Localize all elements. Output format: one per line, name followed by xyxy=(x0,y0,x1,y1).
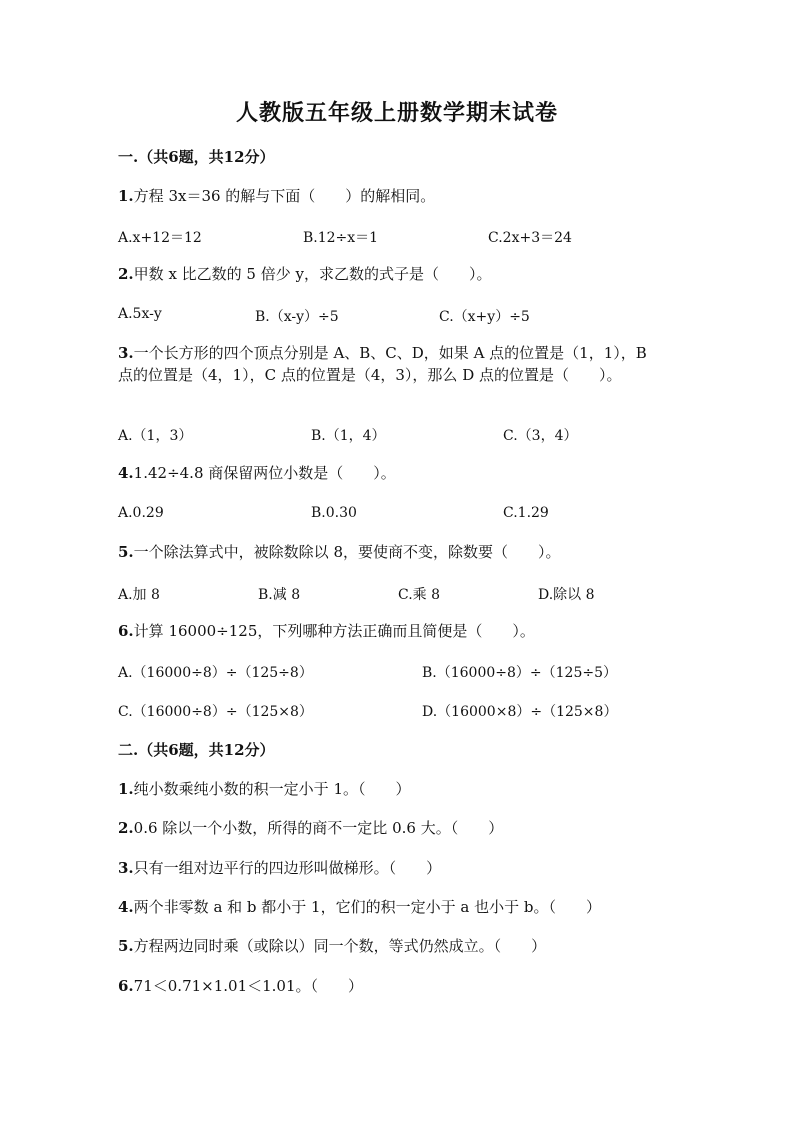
question-number: 4. xyxy=(118,464,134,482)
s2-question-2 xyxy=(118,817,503,839)
question-text: 计算 16000÷125，下列哪种方法正确而且简便是（ ）。 xyxy=(133,622,535,640)
question-number: 2. xyxy=(118,265,134,283)
question-text: 两个非零数 a 和 b 都小于 1，它们的积一定小于 a 也小于 b。（ ） xyxy=(133,898,601,916)
question-text: 1.42÷4.8 商保留两位小数是（ ）。 xyxy=(133,464,396,482)
s1-q4-option-b: B.0.30 xyxy=(311,505,357,521)
question-text: 方程 3x＝36 的解与下面（ ）的解相同。 xyxy=(133,187,436,205)
question-text: 甲数 x 比乙数的 5 倍少 y，求乙数的式子是（ ）。 xyxy=(133,265,492,283)
section-1-heading: 一.（共6题，共12分） xyxy=(118,148,275,166)
question-text: 一个除法算式中，被除数除以 8，要使商不变，除数要（ ）。 xyxy=(133,543,561,561)
s1-q5-option-d: D.除以 8 xyxy=(538,587,595,603)
question-number: 5. xyxy=(118,937,134,955)
s1-question-3-line-2: 点的位置是（4，1），C 点的位置是（4，3），那么 D 点的位置是（ ）。 xyxy=(118,366,622,384)
s2-question-4 xyxy=(118,896,601,918)
s1-q6-option-d: D.（16000×8）÷（125×8） xyxy=(422,704,618,720)
s1-q6-option-a: A.（16000÷8）÷（125÷8） xyxy=(118,665,313,681)
question-number: 2. xyxy=(118,819,134,837)
s1-q4-option-a: A.0.29 xyxy=(118,505,164,521)
question-text: 方程两边同时乘（或除以）同一个数，等式仍然成立。（ ） xyxy=(133,937,547,955)
question-number: 3. xyxy=(118,859,134,877)
s1-q1-option-c: C.2x+3＝24 xyxy=(488,230,572,246)
question-text: 71＜0.71×1.01＜1.01。（ ） xyxy=(133,977,364,995)
question-text: 只有一组对边平行的四边形叫做梯形。（ ） xyxy=(133,859,442,877)
question-number: 3. xyxy=(118,344,134,362)
s1-q2-option-c: C.（x+y）÷5 xyxy=(439,309,530,325)
s2-question-1 xyxy=(118,778,411,800)
s1-question-5 xyxy=(118,541,561,563)
s1-q1-option-b: B.12÷x＝1 xyxy=(303,230,379,246)
question-number: 5. xyxy=(118,543,134,561)
s2-question-5 xyxy=(118,935,546,957)
s1-q6-option-b: B.（16000÷8）÷（125÷5） xyxy=(422,665,618,681)
s1-q2-option-a: A.5x-y xyxy=(118,306,162,322)
s1-q5-option-a: A.加 8 xyxy=(118,587,160,603)
s1-q3-option-a: A.（1，3） xyxy=(118,428,193,444)
question-text: 0.6 除以一个小数，所得的商不一定比 0.6 大。（ ） xyxy=(133,819,504,837)
s1-q5-option-c: C.乘 8 xyxy=(398,587,441,603)
s1-q5-option-b: B.减 8 xyxy=(258,587,301,603)
page-title: 人教版五年级上册数学期末试卷 xyxy=(235,100,558,126)
s1-q2-option-b: B.（x-y）÷5 xyxy=(255,309,339,325)
question-text: 一个长方形的四个顶点分别是 A、B、C、D，如果 A 点的位置是（1，1），B xyxy=(133,344,647,362)
question-number: 4. xyxy=(118,898,134,916)
s1-question-1 xyxy=(118,185,435,207)
question-number: 6. xyxy=(118,977,134,995)
s1-question-4 xyxy=(118,462,396,484)
s2-question-6 xyxy=(118,975,363,997)
s1-q6-option-c: C.（16000÷8）÷（125×8） xyxy=(118,704,313,720)
s1-q1-option-a: A.x+12＝12 xyxy=(118,230,202,246)
s1-q3-option-c: C.（3，4） xyxy=(503,428,578,444)
question-text: 纯小数乘纯小数的积一定小于 1。（ ） xyxy=(133,780,411,798)
question-number: 1. xyxy=(118,780,134,798)
s1-question-6 xyxy=(118,620,535,642)
s1-q3-option-b: B.（1，4） xyxy=(311,428,386,444)
s2-question-3 xyxy=(118,857,441,879)
s1-q4-option-c: C.1.29 xyxy=(503,505,549,521)
section-2-heading: 二.（共6题，共12分） xyxy=(118,741,275,759)
question-number: 6. xyxy=(118,622,134,640)
question-number: 1. xyxy=(118,187,134,205)
s1-question-3-line-1 xyxy=(118,342,647,364)
s1-question-2 xyxy=(118,263,492,285)
